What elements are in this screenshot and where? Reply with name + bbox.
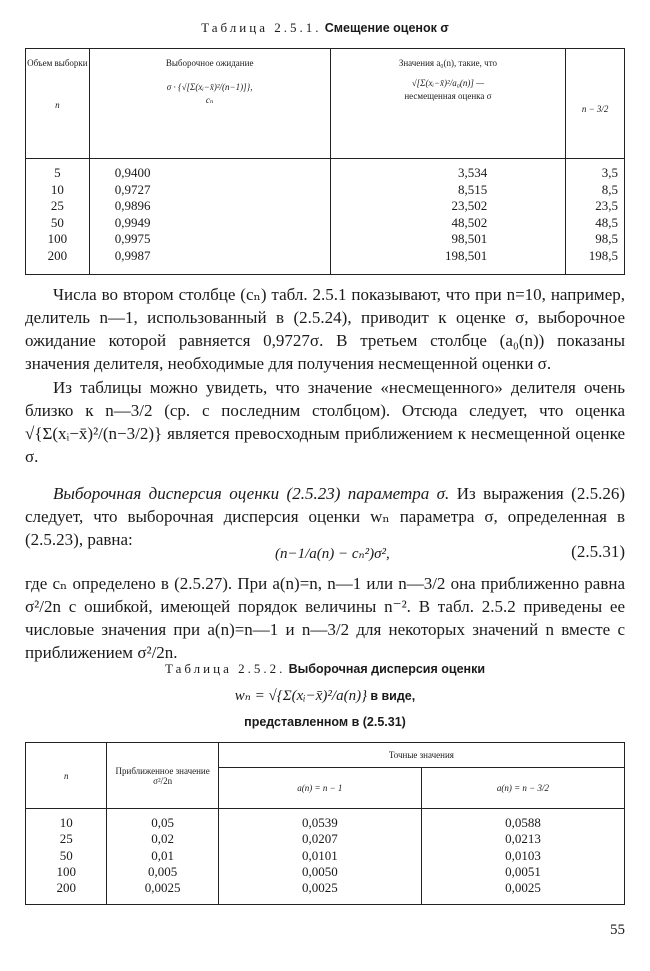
- table2-header-n-label: n: [63, 770, 69, 781]
- table1-cell-n32: 98,5: [595, 231, 618, 246]
- table2-caption-formula: wₙ = √{Σ(xᵢ−x̄)²/a(n)}: [234, 688, 368, 704]
- table1-col-n-values: [32, 165, 83, 264]
- table2-cell-approx: 0,05: [151, 815, 174, 830]
- table1-cell-a0: 198,501: [445, 247, 488, 263]
- table2-cell-exact2: 0,0213: [505, 831, 541, 847]
- table2-cell-n: 10: [59, 815, 73, 830]
- table2-col-exact2-values: [428, 815, 618, 896]
- table1-cell-cn: 0,9727: [114, 181, 151, 197]
- table2-col-approx-values: [113, 815, 211, 896]
- table1-cell-n32: 23,5: [595, 198, 618, 213]
- table1-cell-cn: 0,9975: [114, 231, 151, 246]
- table2-cell-exact1: 0,0101: [301, 847, 338, 863]
- table2-header-exact2-label: a(n) = n − 3/2: [496, 783, 550, 793]
- table2-cell-n: 50: [59, 847, 73, 863]
- table2-caption-tail: в виде,: [370, 689, 416, 703]
- table2-cell-exact2: 0,0051: [505, 863, 541, 879]
- table1-col-a0: [330, 159, 566, 275]
- paragraph-2: Из таблицы можно увидеть, что значение «несмещенного» делителя очень близко к n—3/2 (ср. с последним столбцом). Отсюда следует, что оценка √{Σ(xᵢ−x̄)²/(n−3/2)} является превосходным приближением к несмещенной оценке σ.: [25, 378, 625, 466]
- table1-caption-prefix: Таблица 2.5.1.: [201, 20, 322, 35]
- table2-cell-exact2: 0,0103: [505, 847, 541, 863]
- page-number: 55: [610, 922, 625, 938]
- table1-header-n: [26, 49, 90, 159]
- table2-col-exact1-values: [225, 815, 415, 896]
- table2-cell-approx: 0,005: [148, 863, 178, 879]
- paragraph-3-heading: Выборочная дисперсия оценки (2.5.23) параметра σ.: [53, 484, 450, 503]
- table2-caption-line3: [0, 714, 650, 730]
- table2-header-exact1-label: a(n) = n − 1: [297, 783, 343, 793]
- table2-header-exact1: [218, 768, 421, 809]
- table2-cell-approx: 0,01: [151, 847, 174, 863]
- table1-cell-n32: 198,5: [588, 247, 618, 263]
- table1-header-n-var: n: [55, 99, 60, 110]
- table2-caption-line2: [0, 686, 650, 705]
- table2-header-exact: [218, 743, 624, 768]
- table1-cell-cn: 0,9949: [114, 214, 151, 230]
- paragraph-4: где cₙ определено в (2.5.27). При a(n)=n, n—1 или n—3/2 она приближенно равна σ²/2n с ошибкой, имеющей порядок величины n⁻². В табл. 2.5.2 приведены ее числовые значения при a(n)=n—1 и n—3/2 для некоторых значений n вместе с приближением σ²/2n.: [25, 574, 625, 662]
- table2-cell-n: 200: [56, 880, 76, 895]
- table1-cell-n: 5: [54, 165, 61, 180]
- table1-caption: [0, 20, 650, 36]
- table2-header-exact2: [421, 768, 624, 809]
- table2-header-n: [26, 743, 107, 809]
- table1-cell-n: 10: [50, 181, 64, 197]
- table2: [25, 742, 625, 905]
- table2-cell-approx: 0,0025: [144, 880, 181, 895]
- table1-cell-a0: 3,534: [458, 165, 488, 180]
- table1-cell-n32: 3,5: [601, 165, 618, 180]
- table1-cell-cn: 0,9987: [114, 247, 151, 263]
- table2-cell-n: 25: [59, 831, 73, 847]
- table1-header-n-label: Объем выборки: [27, 58, 88, 68]
- table1-cell-a0: 48,502: [451, 214, 488, 230]
- table2-caption-line1: [0, 661, 650, 677]
- table1-col-n: [26, 159, 90, 275]
- table1-cell-n: 200: [47, 247, 68, 263]
- table2-col-n: [26, 809, 107, 905]
- table1-header-a0-title: Значения a₀(n), такие, что: [398, 58, 498, 68]
- table1-cell-n: 100: [47, 231, 68, 246]
- paragraph-3: [25, 482, 625, 551]
- table2-col-approx: [107, 809, 218, 905]
- table2-cell-exact1: 0,0539: [301, 815, 338, 830]
- table1-header-a0: [330, 49, 566, 159]
- table1-header-cn-formula: σ · {√[Σ(xᵢ−x̄)²/(n−1)]},: [166, 81, 253, 92]
- table2-caption-title: Выборочная дисперсия оценки: [288, 662, 486, 676]
- table1-col-cn-values: [115, 165, 324, 264]
- table2-header-approx-label: Приближенное значение σ²/2n: [115, 765, 210, 786]
- table1-cell-n: 50: [50, 214, 64, 230]
- table1-cell-cn: 0,9400: [114, 165, 151, 180]
- table1-col-n32-values: [572, 165, 618, 264]
- table2-header-exact-label: Точные значения: [388, 750, 454, 760]
- paragraph-1: Числа во втором столбце (cₙ) табл. 2.5.1 показывают, что при n=10, например, делитель n—1, использованный в (2.5.24), приводит к оценке σ, выборочное ожидание которой равняется 0,9727σ. В третьем столбце (a₀(n)) показаны значения делителя, необходимые для получения несмещенной оценки σ.: [25, 285, 625, 373]
- table1-caption-title: Смещение оценок σ: [324, 21, 449, 35]
- equation-2-5-31: (n−1/a(n) − cₙ²)σ²,: [275, 546, 390, 562]
- table1-header-a0-note: несмещенная оценка σ: [404, 91, 492, 101]
- table1-header-a0-formula: √[Σ(xᵢ−x̄)²/a₀(n)] —: [411, 77, 485, 88]
- table1-header-n32: [566, 49, 625, 159]
- table1-header-n32-label: n − 3/2: [581, 104, 609, 114]
- table1-col-a0-values: [337, 165, 488, 264]
- table2-col-exact2: [421, 809, 624, 905]
- table1-cell-a0: 23,502: [451, 198, 488, 213]
- equation-number: (2.5.31): [571, 542, 625, 561]
- table1-cell-a0: 8,515: [458, 181, 488, 197]
- table1-header-cn: [89, 49, 330, 159]
- table2-cell-exact2: 0,0588: [505, 815, 541, 830]
- table2-cell-n: 100: [56, 863, 76, 879]
- table1-cell-n32: 48,5: [595, 214, 618, 230]
- table2-cell-approx: 0,02: [151, 831, 174, 847]
- table1-cell-n32: 8,5: [601, 181, 618, 197]
- table1-col-cn: [89, 159, 330, 275]
- table1-header-cn-title: Выборочное ожидание: [165, 58, 254, 68]
- table2-header-approx: [107, 743, 218, 809]
- table1-header-cn-symbol: cₙ: [205, 95, 214, 105]
- table2-cell-exact1: 0,0050: [301, 863, 338, 879]
- table1: [25, 48, 625, 275]
- table2-col-exact1: [218, 809, 421, 905]
- table1-cell-n: 25: [50, 198, 64, 213]
- table2-cell-exact1: 0,0207: [301, 831, 338, 847]
- table1-cell-a0: 98,501: [451, 231, 488, 246]
- table2-caption-prefix: Таблица 2.5.2.: [164, 661, 286, 676]
- table2-cell-exact2: 0,0025: [505, 880, 541, 895]
- table1-cell-cn: 0,9896: [114, 198, 151, 213]
- paragraph-3-text: Из выражения (2.5.26) следует, что выборочная дисперсия оценки wₙ параметра σ, определенная в (2.5.23), равна:: [25, 484, 626, 549]
- table2-cell-exact1: 0,0025: [301, 880, 338, 895]
- table2-col-n-values: [32, 815, 100, 896]
- table1-col-n32: [566, 159, 625, 275]
- table2-caption-line3-text: представленном в (2.5.31): [244, 715, 406, 729]
